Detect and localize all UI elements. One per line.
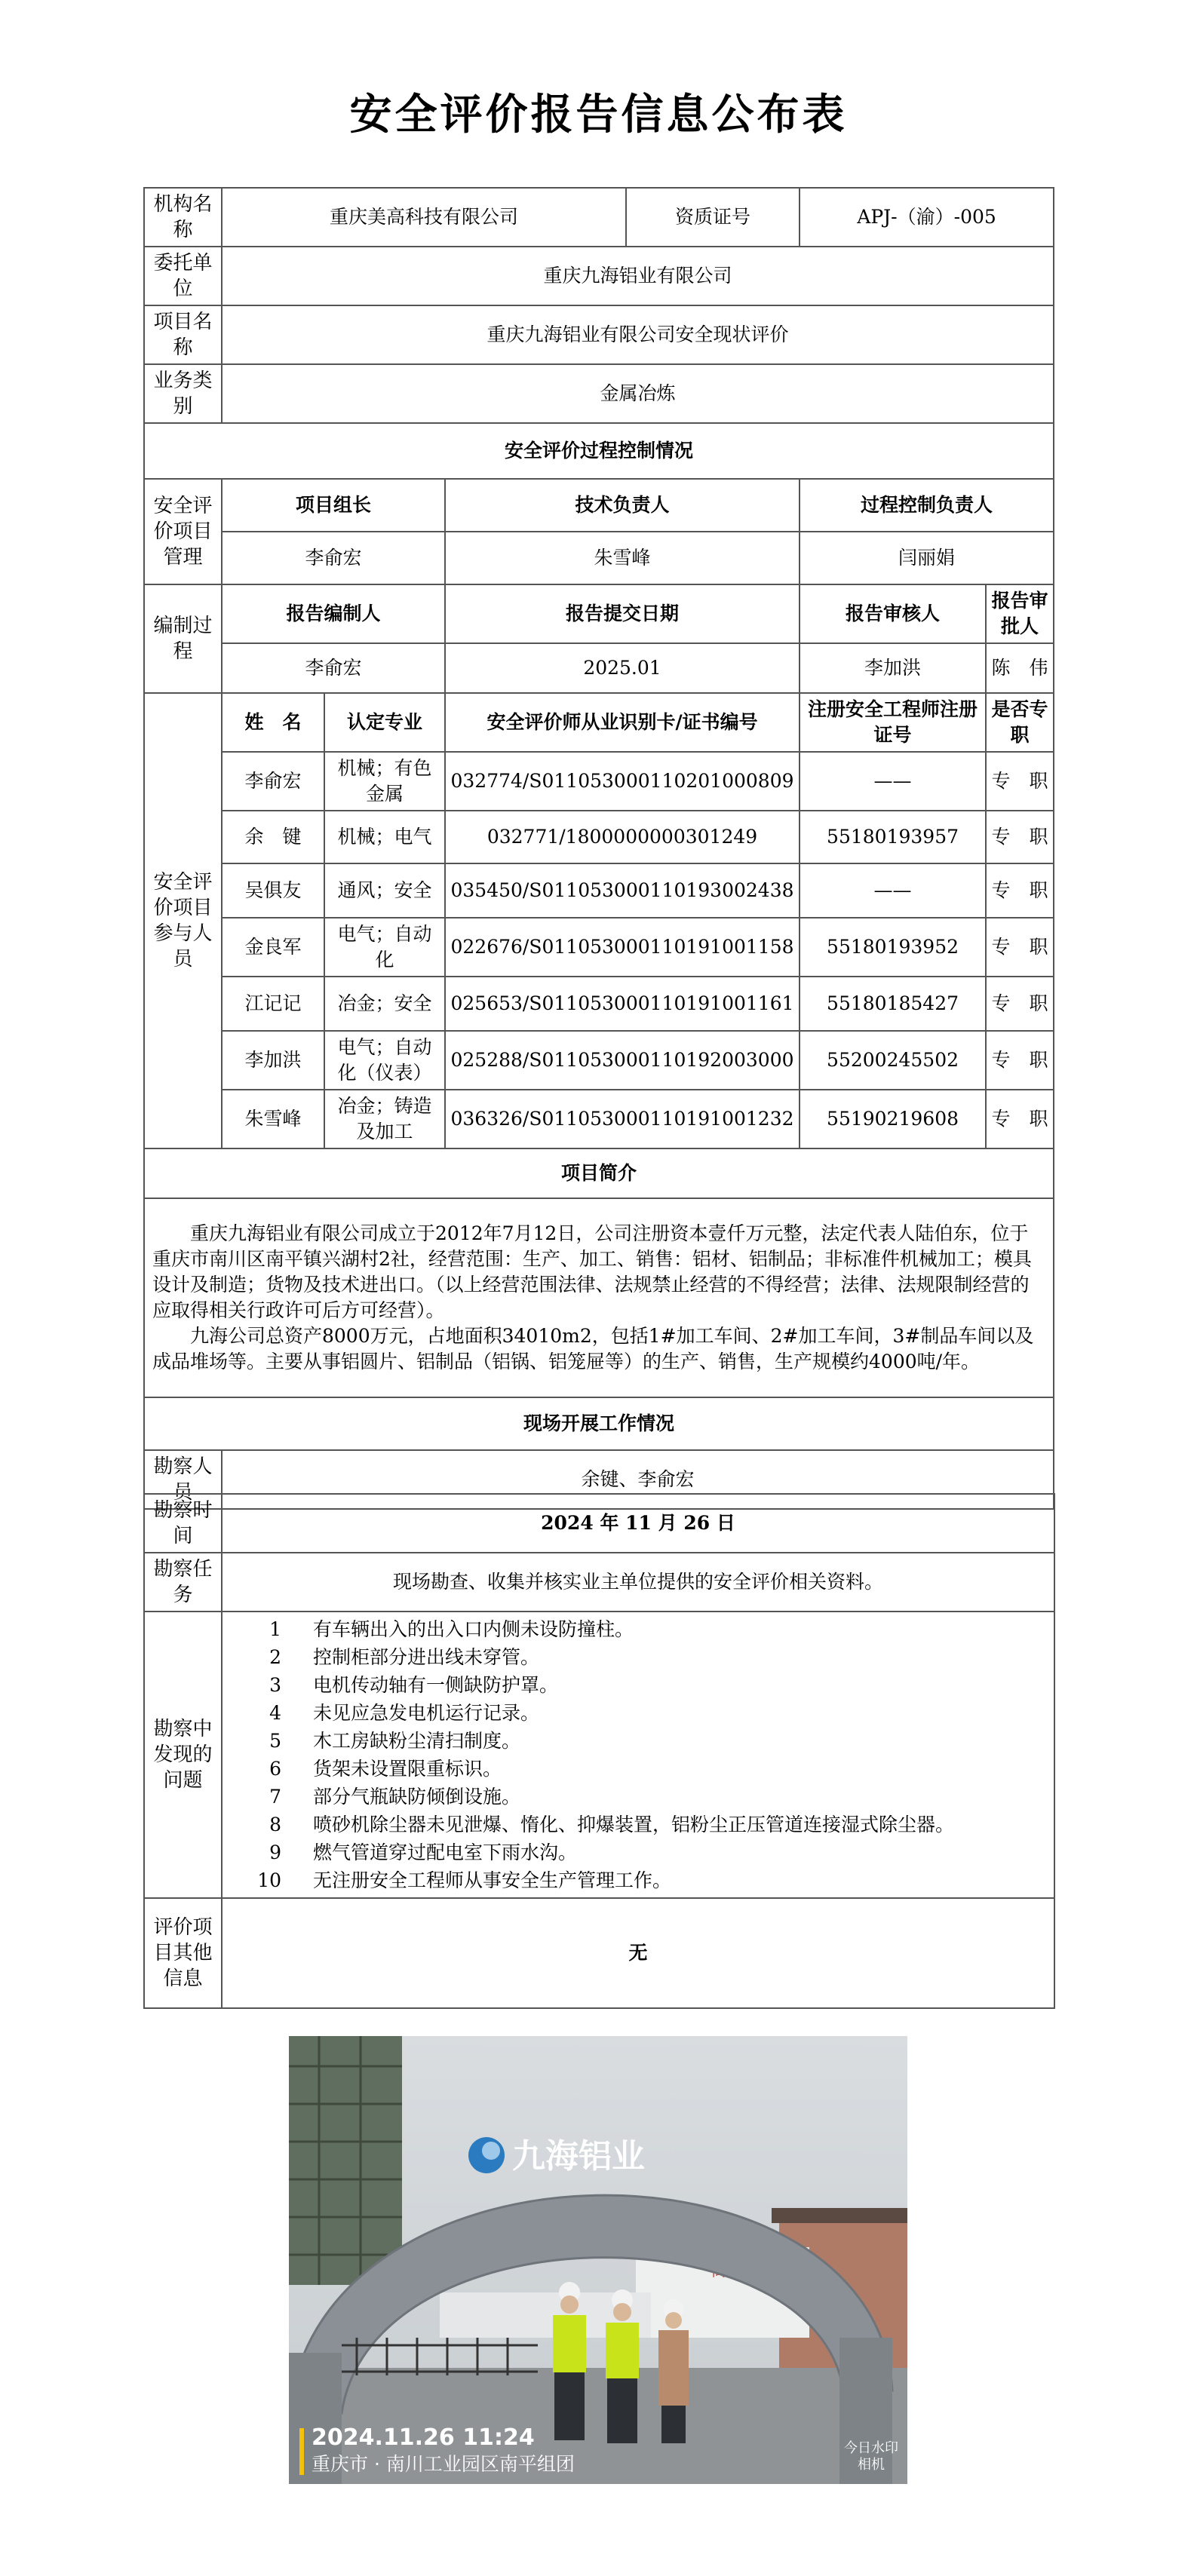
staff-header-reg: 注册安全工程师注册证号: [800, 693, 986, 752]
intro-text: [144, 1198, 1054, 1397]
staff-reg: ——: [800, 752, 986, 811]
staff-full: 专 职: [986, 918, 1054, 977]
project-value: 重庆九海铝业有限公司安全现状评价: [222, 305, 1054, 364]
time-value: 2024 年 11 月 26 日: [222, 1494, 1054, 1553]
task-label: 勘察任务: [144, 1553, 222, 1612]
intro-title: 项目简介: [144, 1148, 1054, 1198]
watermark-label: 今日水印 相机: [844, 2440, 898, 2473]
staff-reg: 55180193952: [800, 918, 986, 977]
mgmt-leader: 李俞宏: [222, 532, 445, 584]
staff-reg: 55180193957: [800, 811, 986, 863]
staff-label: 安全评价项目参与人员: [144, 693, 222, 1148]
staff-name: 金良军: [222, 918, 324, 977]
compile-date: 2025.01: [445, 643, 800, 693]
staff-major: 电气；自动化（仪表）: [324, 1031, 445, 1090]
staff-header-name: 姓 名: [222, 693, 324, 752]
list-item: 10 无注册安全工程师从事安全生产管理工作。: [257, 1869, 672, 1891]
client-value: 重庆九海铝业有限公司: [222, 247, 1054, 305]
cert-number: APJ-（渝）-005: [800, 188, 1054, 247]
table-row: [144, 752, 1054, 811]
photo-timestamp: 2024.11.26 11:24: [312, 2424, 535, 2451]
staff-card: 025288/S011053000110192003000: [445, 1031, 800, 1090]
staff-major: 冶金；铸造及加工: [324, 1090, 445, 1148]
mgmt-tech: 朱雪峰: [445, 532, 800, 584]
info-table: [143, 187, 1054, 1510]
page-title: 安全评价报告信息公布表: [349, 90, 848, 140]
list-item: 3 电机传动轴有一侧缺防护罩。: [269, 1674, 559, 1696]
staff-name: 江记记: [222, 977, 324, 1031]
other-label: 评价项目其他信息: [144, 1898, 222, 2008]
business-label: 业务类别: [144, 364, 222, 423]
photo-location: 重庆市 · 南川工业园区南平组团: [312, 2453, 575, 2475]
org-name: 重庆美高科技有限公司: [222, 188, 626, 247]
list-item: 9 燃气管道穿过配电室下雨水沟。: [269, 1842, 578, 1863]
staff-full: 专 职: [986, 752, 1054, 811]
table-row: [144, 918, 1054, 977]
time-label: 勘察时间: [144, 1494, 222, 1553]
staff-card: 025653/S011053000110191001161: [445, 977, 800, 1031]
cert-label: 资质证号: [626, 188, 800, 247]
client-label: 委托单位: [144, 247, 222, 305]
scaffold-building: [289, 2036, 402, 2285]
list-item: 6 货架未设置限重标识。: [269, 1758, 502, 1780]
process-title: 安全评价过程控制情况: [144, 423, 1054, 479]
list-item: 8 喷砂机除尘器未见泄爆、惰化、抑爆装置，铝粉尘正压管道连接湿式除尘器。: [269, 1814, 955, 1835]
gate-sign: 九海铝业: [512, 2137, 645, 2176]
other-value: 无: [222, 1898, 1054, 2008]
staff-card: 022676/S011053000110191001158: [445, 918, 800, 977]
list-item: 4 未见应急发电机运行记录。: [269, 1702, 540, 1724]
intro-paragraph: 重庆九海铝业有限公司成立于2012年7月12日，公司注册资本壹仟万元整，法定代表人陆伯东，位于重庆市南川区南平镇兴湖村2社，经营范围：生产、加工、销售：铝材、铝制品；非标准件机械加工；模具设计及制造；货物及技术进出口。（以上经营范围法律、法规禁止经营的不得经营；法律、法规限制经营的应取得相关行政许可后方可经营）。: [152, 1222, 1032, 1321]
stamp-bar: [299, 2428, 304, 2475]
issues-list: [222, 1612, 1054, 1898]
compile-header-approver: 报告审批人: [986, 584, 1054, 643]
compile-header-reviewer: 报告审核人: [800, 584, 986, 643]
table-row: [144, 1031, 1054, 1090]
list-item: 2 控制柜部分进出线未穿管。: [269, 1646, 540, 1668]
staff-name: 李加洪: [222, 1031, 324, 1090]
org-name-label: 机构名称: [144, 188, 222, 247]
management-label: 安全评价项目管理: [144, 479, 222, 584]
staff-full: 专 职: [986, 811, 1054, 863]
mgmt-header-control: 过程控制负责人: [800, 479, 1054, 532]
issues-label: 勘察中发现的问题: [144, 1612, 222, 1898]
staff-card: 032774/S011053000110201000809: [445, 752, 800, 811]
mgmt-control: 闫丽娟: [800, 532, 1054, 584]
staff-reg: 55190219608: [800, 1090, 986, 1148]
staff-reg: 55180185427: [800, 977, 986, 1031]
mgmt-header-tech: 技术负责人: [445, 479, 800, 532]
staff-name: 李俞宏: [222, 752, 324, 811]
project-label: 项目名称: [144, 305, 222, 364]
staff-full: 专 职: [986, 1090, 1054, 1148]
staff-header-full: 是否专职: [986, 693, 1054, 752]
list-item: 5 木工房缺粉尘清扫制度。: [269, 1730, 521, 1752]
table-row: [144, 811, 1054, 863]
site-title: 现场开展工作情况: [144, 1397, 1054, 1450]
staff-card: 035450/S011053000110193002438: [445, 863, 800, 918]
staff-full: 专 职: [986, 1031, 1054, 1090]
site-table: [143, 1493, 1055, 2009]
staff-major: 机械；电气: [324, 811, 445, 863]
staff-major: 电气；自动化: [324, 918, 445, 977]
compile-header-author: 报告编制人: [222, 584, 445, 643]
table-row: [144, 1090, 1054, 1148]
intro-paragraph: 九海公司总资产8000万元，占地面积34010m2，包括1#加工车间、2#加工车间，3#制品车间以及成品堆场等。主要从事铝圆片、铝制品（铝锅、铝笼屉等）的生产、销售，生产规模约4000吨/年。: [152, 1325, 1034, 1372]
compile-reviewer: 李加洪: [800, 643, 986, 693]
staff-name: 朱雪峰: [222, 1090, 324, 1148]
compile-author: 李俞宏: [222, 643, 445, 693]
task-value: 现场勘查、收集并核实业主单位提供的安全评价相关资料。: [222, 1553, 1054, 1612]
staff-major: 机械；有色金属: [324, 752, 445, 811]
site-photo-scene: [289, 2036, 907, 2484]
site-photo: [289, 2036, 907, 2484]
table-row: [144, 977, 1054, 1031]
staff-name: 余 键: [222, 811, 324, 863]
staff-header-major: 认定专业: [324, 693, 445, 752]
compile-header-date: 报告提交日期: [445, 584, 800, 643]
compile-approver: 陈 伟: [986, 643, 1054, 693]
mgmt-header-leader: 项目组长: [222, 479, 445, 532]
staff-card: 032771/1800000000301249: [445, 811, 800, 863]
inspectors-label: 勘察人员: [144, 1450, 222, 1509]
staff-full: 专 职: [986, 863, 1054, 918]
compile-label: 编制过程: [144, 584, 222, 693]
staff-card: 036326/S011053000110191001232: [445, 1090, 800, 1148]
staff-header-card: 安全评价师从业识别卡/证书编号: [445, 693, 800, 752]
table-row: [144, 863, 1054, 918]
list-item: 7 部分气瓶缺防倾倒设施。: [269, 1786, 521, 1808]
staff-reg: 55200245502: [800, 1031, 986, 1090]
staff-major: 通风；安全: [324, 863, 445, 918]
business-value: 金属冶炼: [222, 364, 1054, 423]
inspectors-value: 余键、李俞宏: [222, 1450, 1054, 1509]
staff-major: 冶金；安全: [324, 977, 445, 1031]
staff-name: 吴俱友: [222, 863, 324, 918]
list-item: 1 有车辆出入的出入口内侧未设防撞柱。: [269, 1618, 634, 1640]
staff-reg: ——: [800, 863, 986, 918]
staff-full: 专 职: [986, 977, 1054, 1031]
